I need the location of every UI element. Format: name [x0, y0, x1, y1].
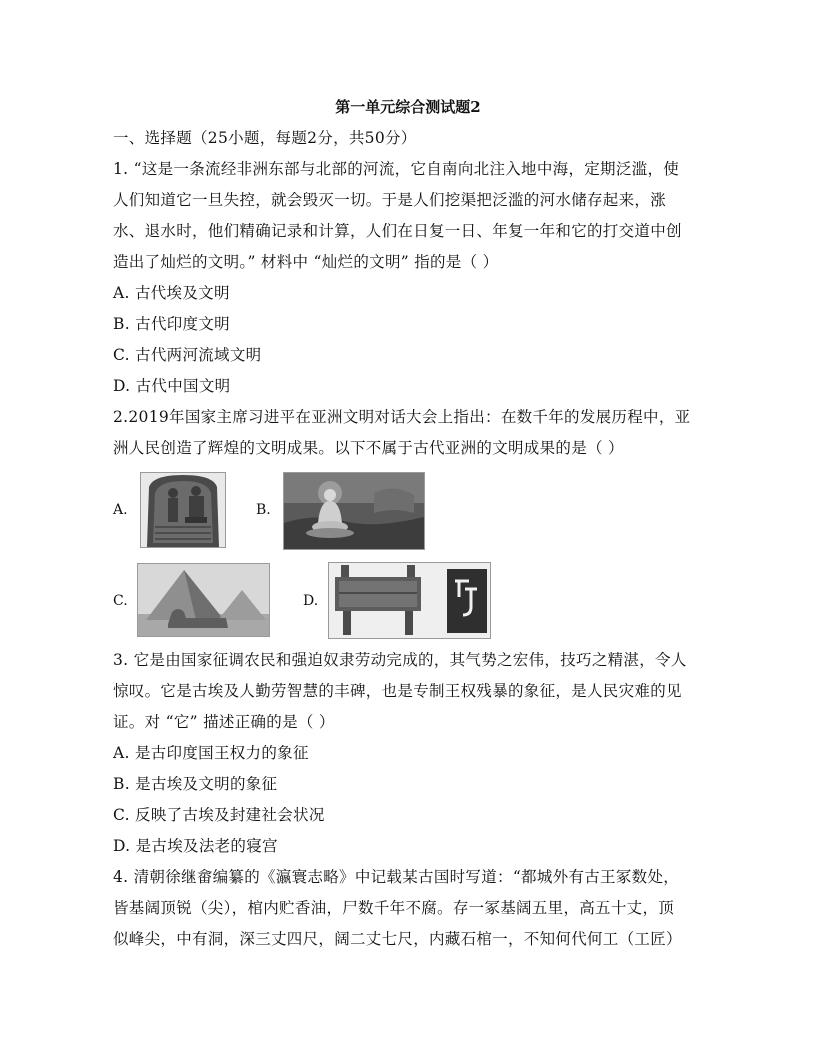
page-title: 第一单元综合测试题2 — [335, 98, 481, 116]
q4-line-1: 4. 清朝徐继畲编纂的《瀛寰志略》中记载某古国时写道：“都城外有古王冢数处， — [113, 868, 680, 886]
q3-line-1: 3. 它是由国家征调农民和强迫奴隶劳动完成的，其气势之宏伟，技巧之精湛，令人 — [113, 651, 687, 669]
q1-line-1: 1. “这是一条流经非洲东部与北部的河流，它自南向北注入地中海，定期泛滥，使 — [113, 160, 680, 178]
q1-option-b: B. 古代印度文明 — [113, 315, 230, 333]
q2-line-1: 2.2019年国家主席习进平在亚洲文明对话大会上指出：在数千年的发展历程中，亚 — [113, 408, 691, 426]
q3-option-d: D. 是古埃及法老的寝宫 — [113, 837, 278, 855]
q3-option-b: B. 是古埃及文明的象征 — [113, 775, 278, 793]
q2-line-2: 洲人民创造了辉煌的文明成果。以下不属于古代亚洲的文明成果的是（ ） — [113, 439, 624, 457]
simuwu-ding-image — [328, 562, 491, 639]
q2-option-d-label: D. — [303, 593, 319, 609]
q1-option-d: D. 古代中国文明 — [113, 377, 231, 395]
buddha-image — [283, 472, 425, 550]
q1-option-a: A. 古代埃及文明 — [113, 284, 230, 302]
q3-option-c: C. 反映了古埃及封建社会状况 — [113, 806, 325, 824]
q3-line-3: 证。对 “它” 描述正确的是（ ） — [113, 713, 335, 731]
q1-option-c: C. 古代两河流域文明 — [113, 346, 262, 364]
section-heading: 一、选择题（25小题，每题2分，共50分） — [113, 129, 417, 147]
pyramid-sphinx-image — [137, 563, 270, 637]
q1-line-4: 造出了灿烂的文明。” 材料中 “灿烂的文明” 指的是（ ） — [113, 253, 499, 271]
q1-line-2: 人们知道它一旦失控，就会毁灭一切。于是人们挖渠把泛滥的河水储存起来，涨 — [113, 191, 667, 209]
q2-option-c-label: C. — [113, 593, 128, 609]
q3-option-a: A. 是古印度国王权力的象征 — [113, 744, 309, 762]
q3-line-2: 惊叹。它是古埃及人勤劳智慧的丰碑，也是专制王权残暴的象征，是人民灾难的见 — [113, 682, 682, 700]
code-of-hammurabi-image — [140, 472, 226, 548]
q4-line-3: 似峰尖，中有洞，深三丈四尺，阔二丈七尺，内藏石棺一，不知何代何工（工匠） — [113, 930, 682, 948]
q1-line-3: 水、退水时，他们精确记录和计算，人们在日复一日、年复一年和它的打交道中创 — [113, 222, 682, 240]
q4-line-2: 皆基阔顶锐（尖），棺内贮香油，尸数千年不腐。存一冢基阔五里，高五十丈，顶 — [113, 899, 675, 917]
q2-option-a-label: A. — [113, 502, 128, 518]
q2-option-b-label: B. — [256, 502, 271, 518]
